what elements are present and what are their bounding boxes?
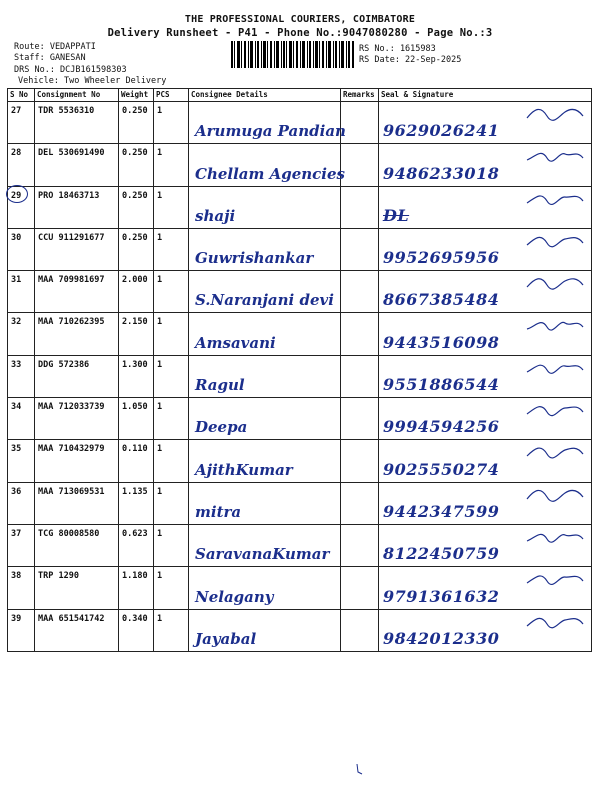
vehicle-label: Vehicle: Two Wheeler Delivery (18, 76, 167, 86)
consignee-name: Guwrishankar (195, 249, 314, 268)
consignee-name: Ragul (195, 376, 245, 395)
row-signature (379, 609, 592, 651)
row-consignment: MAA 710432979 (35, 440, 119, 482)
table-row (8, 102, 592, 144)
row-consignment: TDR 5536310 (35, 102, 119, 144)
table-row (8, 144, 592, 186)
col-header-signature: Seal & Signature (379, 89, 592, 102)
row-remarks (341, 482, 379, 524)
row-sno: 35 (8, 440, 35, 482)
circled-row-marker (6, 185, 28, 203)
row-consignment: MAA 713069531 (35, 482, 119, 524)
row-pcs: 1 (154, 567, 189, 609)
col-header-sno: S No (8, 89, 35, 102)
row-signature (379, 524, 592, 566)
row-sno: 32 (8, 313, 35, 355)
company-title: THE PROFESSIONAL COURIERS, COIMBATORE (184, 14, 416, 25)
consignee-name: Arumuga Pandian (195, 122, 346, 141)
row-consignment: CCU 911291677 (35, 228, 119, 270)
table-header-row (8, 89, 592, 102)
row-consignee (189, 313, 341, 355)
row-consignment: PRO 18463713 (35, 186, 119, 228)
col-header-remarks: Remarks (341, 89, 379, 102)
table-row (8, 228, 592, 270)
row-weight: 2.000 (119, 271, 154, 313)
runsheet-table (7, 88, 592, 652)
row-pcs: 1 (154, 398, 189, 440)
row-consignment: MAA 709981697 (35, 271, 119, 313)
signature-scribble-icon (525, 189, 585, 207)
signature-scribble-icon (525, 315, 585, 333)
table-row (8, 271, 592, 313)
signature-scribble-icon (525, 612, 585, 630)
consignee-name: shaji (195, 206, 236, 225)
row-weight: 0.250 (119, 144, 154, 186)
consignee-name: mitra (195, 502, 242, 521)
row-sno: 27 (8, 102, 35, 144)
row-weight: 1.300 (119, 355, 154, 397)
row-consignee (189, 482, 341, 524)
consignee-phone: 9551886544 (383, 375, 500, 395)
table-row (8, 313, 592, 355)
signature-scribble-icon (525, 231, 585, 249)
row-weight: 0.250 (119, 228, 154, 270)
row-remarks (341, 567, 379, 609)
col-header-consignment: Consignment No (35, 89, 119, 102)
row-sno: 30 (8, 228, 35, 270)
row-remarks (341, 440, 379, 482)
runsheet-subtitle: Delivery Runsheet - P41 - Phone No.:9047080280 - Page No.:3 (107, 27, 493, 39)
consignee-phone: 9952695956 (383, 248, 500, 268)
row-consignee (189, 355, 341, 397)
row-sno: 29 (8, 186, 35, 228)
consignee-phone: 9791361632 (383, 586, 500, 606)
row-weight: 1.050 (119, 398, 154, 440)
row-sno: 33 (8, 355, 35, 397)
row-weight: 0.340 (119, 609, 154, 651)
consignee-name: SaravanaKumar (195, 545, 330, 564)
row-consignment: MAA 712033739 (35, 398, 119, 440)
row-signature (379, 313, 592, 355)
row-sno: 31 (8, 271, 35, 313)
row-sno: 36 (8, 482, 35, 524)
consignee-name: Deepa (195, 418, 248, 437)
table-row (8, 186, 592, 228)
row-consignee (189, 524, 341, 566)
table-row (8, 524, 592, 566)
row-signature (379, 398, 592, 440)
row-consignee (189, 271, 341, 313)
row-remarks (341, 524, 379, 566)
row-consignment: TRP 1290 (35, 567, 119, 609)
row-remarks (341, 271, 379, 313)
rs-number: RS No.: 1615983 (359, 44, 436, 54)
barcode-icon (231, 41, 354, 68)
col-header-weight: Weight (119, 89, 154, 102)
row-signature (379, 228, 592, 270)
consignee-name: S.Naranjani devi (195, 291, 334, 310)
signature-scribble-icon (525, 104, 585, 122)
table-row (8, 398, 592, 440)
row-pcs: 1 (154, 228, 189, 270)
signature-scribble-icon (525, 358, 585, 376)
row-weight: 1.180 (119, 567, 154, 609)
row-remarks (341, 144, 379, 186)
table-row (8, 355, 592, 397)
row-weight: 0.250 (119, 102, 154, 144)
route-label: Route: VEDAPPATI (14, 42, 96, 52)
consignee-phone: 8667385484 (383, 290, 500, 310)
row-signature (379, 271, 592, 313)
row-pcs: 1 (154, 186, 189, 228)
row-remarks (341, 186, 379, 228)
row-pcs: 1 (154, 524, 189, 566)
row-weight: 1.135 (119, 482, 154, 524)
row-pcs: 1 (154, 440, 189, 482)
row-remarks (341, 313, 379, 355)
row-consignee (189, 609, 341, 651)
row-weight: 0.110 (119, 440, 154, 482)
signature-scribble-icon (525, 146, 585, 164)
consignee-phone: 9443516098 (383, 332, 500, 352)
row-pcs: 1 (154, 355, 189, 397)
pen-mark (355, 762, 365, 776)
row-pcs: 1 (154, 102, 189, 144)
signature-scribble-icon (525, 442, 585, 460)
row-consignee (189, 144, 345, 186)
consignee-phone: 8122450759 (383, 544, 500, 564)
drs-number: DRS No.: DCJB161598303 (14, 65, 127, 75)
row-consignee (189, 398, 341, 440)
row-signature (379, 567, 592, 609)
row-consignment: MAA 710262395 (35, 313, 119, 355)
row-pcs: 1 (154, 609, 189, 651)
consignee-phone: DL (383, 205, 410, 225)
row-signature (379, 440, 592, 482)
row-signature (379, 102, 592, 144)
row-consignment: DEL 530691490 (35, 144, 119, 186)
row-consignment: MAA 651541742 (35, 609, 119, 651)
row-consignee (189, 102, 346, 144)
consignee-name: Amsavani (195, 333, 276, 352)
signature-scribble-icon (525, 400, 585, 418)
consignee-phone: 9442347599 (383, 501, 500, 521)
consignee-name: AjithKumar (195, 460, 293, 479)
consignee-name: Jayabal (195, 629, 257, 648)
col-header-consignee: Consignee Details (189, 89, 341, 102)
row-pcs: 1 (154, 271, 189, 313)
row-remarks (341, 228, 379, 270)
consignee-phone: 9842012330 (383, 628, 500, 648)
row-weight: 0.623 (119, 524, 154, 566)
consignee-phone: 9629026241 (383, 121, 500, 141)
table-row (8, 440, 592, 482)
row-consignee (189, 186, 341, 228)
table-row (8, 567, 592, 609)
consignee-phone: 9025550274 (383, 459, 500, 479)
table-row (8, 609, 592, 651)
row-weight: 0.250 (119, 186, 154, 228)
row-consignment: TCG 80008580 (35, 524, 119, 566)
row-signature (379, 144, 592, 186)
row-remarks (341, 609, 379, 651)
row-consignee (189, 228, 341, 270)
staff-label: Staff: GANESAN (14, 53, 86, 63)
consignee-name: Chellam Agencies (195, 164, 345, 183)
rs-date: RS Date: 22-Sep-2025 (359, 55, 462, 65)
row-sno: 39 (8, 609, 35, 651)
row-signature (379, 355, 592, 397)
row-sno: 34 (8, 398, 35, 440)
row-sno: 37 (8, 524, 35, 566)
row-signature (379, 186, 592, 228)
signature-scribble-icon (525, 569, 585, 587)
row-remarks (341, 398, 379, 440)
consignee-name: Nelagany (195, 587, 274, 606)
row-signature (379, 482, 592, 524)
table-row (8, 482, 592, 524)
consignee-phone: 9486233018 (383, 163, 500, 183)
row-sno: 38 (8, 567, 35, 609)
signature-scribble-icon (525, 273, 585, 291)
row-pcs: 1 (154, 144, 189, 186)
row-weight: 2.150 (119, 313, 154, 355)
row-consignee (189, 567, 341, 609)
consignee-phone: 9994594256 (383, 417, 500, 437)
row-remarks (341, 355, 379, 397)
signature-scribble-icon (525, 485, 585, 503)
col-header-pcs: PCS (154, 89, 189, 102)
row-consignee (189, 440, 341, 482)
row-remarks (341, 102, 379, 144)
row-sno: 28 (8, 144, 35, 186)
signature-scribble-icon (525, 527, 585, 545)
row-pcs: 1 (154, 313, 189, 355)
row-consignment: DDG 572386 (35, 355, 119, 397)
row-pcs: 1 (154, 482, 189, 524)
